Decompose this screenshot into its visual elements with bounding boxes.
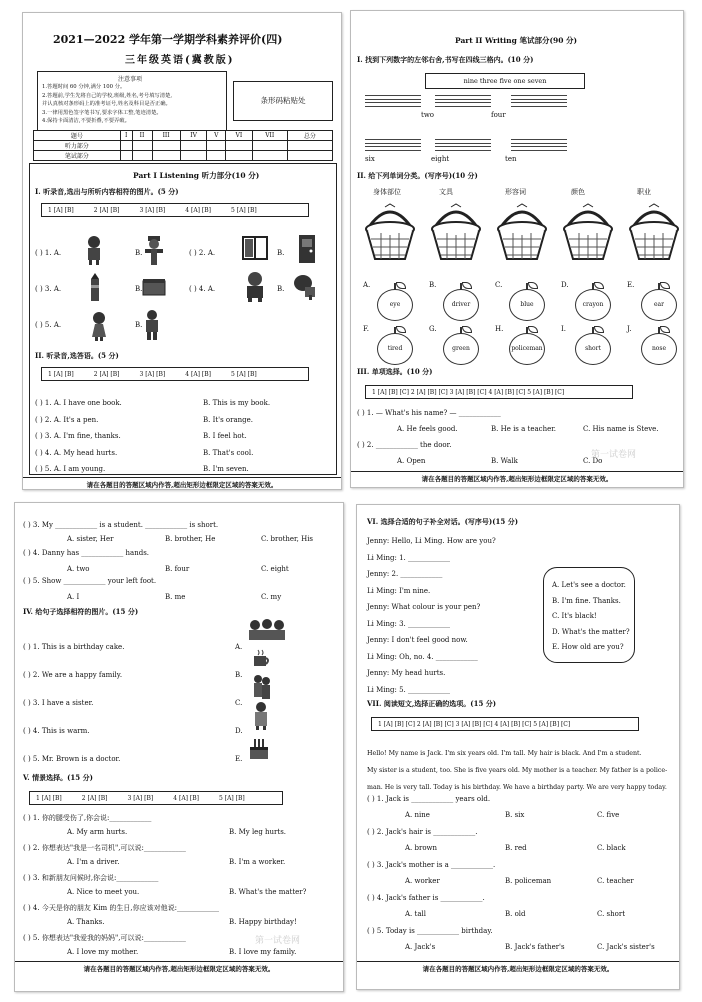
category-label: 形容词 xyxy=(505,188,526,196)
q7-option: A. brown xyxy=(405,844,438,852)
q3-option: B. brother, He xyxy=(165,535,216,543)
score-header-cell: 总分 xyxy=(287,131,332,141)
q7-option: A. Jack's xyxy=(405,943,436,951)
q7-option: B. Jack's father's xyxy=(505,943,565,951)
q2-option: ( ) 5. A. I am young. xyxy=(35,465,106,473)
q7-option: A. tall xyxy=(405,910,426,918)
category-label: 颜色 xyxy=(571,188,585,196)
crayon-icon xyxy=(89,273,101,303)
answer-bubble[interactable]: 1 [A] [B] xyxy=(48,207,74,214)
q2-option: B. It's orange. xyxy=(203,415,254,424)
apple-word-card: ear xyxy=(641,289,677,321)
answer-bubble[interactable]: 1 [A] [B] xyxy=(36,795,62,802)
passage-line: man. He is very tall. Today is his birthday. We have a birthday party. We are very happy today. xyxy=(367,784,667,791)
page-footer: 请在各题目的答题区域内作答,超出矩形边框限定区域的答案无效。 xyxy=(357,961,679,973)
word-four: four xyxy=(491,111,506,119)
apple-word-card: driver xyxy=(443,289,479,321)
question-6-title: VI. 选择合适的句子补全对话。(写序号)(15 分) xyxy=(367,517,519,526)
q7-item: ( ) 1. Jack is ____________ years old. xyxy=(367,795,491,803)
notice-box xyxy=(37,71,227,131)
dialog-line: Li Ming: Oh, no. 4. ____________ xyxy=(367,652,478,661)
word-letter: I. xyxy=(561,325,566,333)
q4-item: ( ) 4. This is warm. xyxy=(23,727,90,735)
word-letter: H. xyxy=(495,325,504,333)
q1-item-3-b: B. xyxy=(135,285,143,293)
basket-icon xyxy=(561,201,615,263)
answer-bubble[interactable]: 2 [A] [B] xyxy=(81,795,108,802)
writing-line xyxy=(511,143,567,144)
category-label: 身体部位 xyxy=(373,188,401,196)
q5-option-b: B. Happy birthday! xyxy=(229,918,297,926)
exam-subtitle: 三年级英语(冀教版) xyxy=(125,55,235,66)
answer-bubble[interactable]: 1 [A] [B] xyxy=(48,371,74,378)
q4-letter: C. xyxy=(235,699,243,707)
notice-line: 并认真核对条形码上的准考证号,姓名及科目是否正确。 xyxy=(42,101,171,107)
watermark: 第一试卷网 xyxy=(255,936,301,946)
q2-option: ( ) 2. A. It's a pen. xyxy=(35,415,99,424)
q5-option-a: A. Nice to meet you. xyxy=(67,888,140,896)
q7-option: C. teacher xyxy=(597,877,634,885)
q7-option: B. policeman xyxy=(505,877,552,885)
birthday-cake-icon xyxy=(247,735,271,761)
question-5-title: V. 情景选择。(15 分) xyxy=(23,773,93,782)
word-letter: D. xyxy=(561,281,569,289)
apple-word-card: green xyxy=(443,333,479,365)
q3-option: C. eight xyxy=(261,565,289,573)
apple-word-card: short xyxy=(575,333,611,365)
score-row-label: 笔试部分 xyxy=(34,151,121,161)
notice-title: 注意事项 xyxy=(118,76,143,83)
writing-line xyxy=(435,102,491,103)
q2-options-b xyxy=(203,395,270,478)
q7-option: B. old xyxy=(505,910,526,918)
dialog-line: Jenny: What colour is your pen? xyxy=(367,603,481,611)
dialog-option: E. How old are you? xyxy=(552,643,624,651)
dialog-option: A. Let's see a doctor. xyxy=(552,581,626,589)
q4-item: ( ) 1. This is a birthday cake. xyxy=(23,643,125,651)
animal-figure-icon xyxy=(291,273,319,301)
basket-icon xyxy=(363,201,417,263)
q7-item: ( ) 3. Jack's mother is a ____________. xyxy=(367,861,496,869)
word-letter: J. xyxy=(627,325,632,333)
q3-option: A. He feels good. xyxy=(397,425,458,433)
word-letter: B. xyxy=(429,281,437,289)
q7-option: C. five xyxy=(597,811,620,819)
score-header-cell: III xyxy=(152,131,180,141)
question-4-title: IV. 给句子选择相符的图片。(15 分) xyxy=(23,607,139,616)
sisters-figure-icon xyxy=(251,673,273,703)
writing-line xyxy=(435,139,491,140)
notice-lines xyxy=(42,83,172,126)
q5-option-a: A. I'm a driver. xyxy=(67,858,120,866)
score-header-cell: V xyxy=(207,131,226,141)
writing-line xyxy=(435,150,491,151)
answer-bubble[interactable]: 4 [A] [B] xyxy=(173,795,199,802)
part2-title: Part II Writing 笔试部分(90 分) xyxy=(455,36,578,45)
q5-answer-row xyxy=(29,791,283,805)
dialog-line: Jenny: Hello, Li Ming. How are you? xyxy=(367,537,496,545)
q3-item-5: ( ) 5. Show ____________ your left foot. xyxy=(23,577,157,585)
apple-word-card: blue xyxy=(509,289,545,321)
apple-word-card: eye xyxy=(377,289,413,321)
q1-item-3: ( ) 3. A. xyxy=(35,285,62,293)
q7-item: ( ) 2. Jack's hair is ____________. xyxy=(367,828,478,836)
question-2-title: II. 听录音,选答语。(5 分) xyxy=(35,351,119,360)
word-letter: E. xyxy=(627,281,635,289)
word-six: six xyxy=(365,155,375,163)
writing-line xyxy=(511,99,567,100)
word-ten: ten xyxy=(505,155,517,163)
q5-item: ( ) 5. 你想表达"我爱我的妈妈",可以说:____________ xyxy=(23,934,186,942)
score-header-cell: II xyxy=(132,131,152,141)
dialog-option: D. What's the matter? xyxy=(552,627,630,636)
boy-figure-icon xyxy=(83,235,105,265)
question-7-title: VII. 阅读短文,选择正确的选项。(15 分) xyxy=(367,699,497,708)
page-footer: 请在各题目的答题区域内作答,超出矩形边框限定区域的答案无效。 xyxy=(23,477,341,489)
q1-item-4-b: B. xyxy=(277,285,285,293)
q5-option-a: A. Thanks. xyxy=(67,918,105,926)
answer-bubble[interactable]: 2 [A] [B] xyxy=(93,207,120,214)
word-letter: F. xyxy=(363,325,369,333)
dialog-option: C. It's black! xyxy=(552,612,597,620)
score-header-cell: 题号 xyxy=(34,131,121,141)
exam-title: 2021—2022 学年第一学期学科素养评价(四) xyxy=(53,33,283,46)
passage-line: Hello! My name is Jack. I'm six years old. I'm tall. My hair is black. And I'm a student. xyxy=(367,750,642,757)
writing-line xyxy=(365,106,421,107)
score-header-cell: VI xyxy=(226,131,253,141)
q1-item-2-b: B. xyxy=(277,249,285,257)
writing-line xyxy=(435,146,491,147)
q3-option: C. my xyxy=(261,593,282,601)
basket-icon xyxy=(495,201,549,263)
q3-item-4: ( ) 4. Danny has ____________ hands. xyxy=(23,549,150,557)
writing-line xyxy=(435,106,491,107)
apple-word-card: crayon xyxy=(575,289,611,321)
q7-option: B. red xyxy=(505,844,527,852)
q5-option-b: B. I love my family. xyxy=(229,948,297,956)
q7-answer-row[interactable]: 1 [A] [B] [C] 2 [A] [B] [C] 3 [A] [B] [C] 4 [A] [B] [C] 5 [A] [B] [C] xyxy=(371,717,639,731)
answer-bubble[interactable]: 3 [A] [B] xyxy=(139,371,166,378)
part1-title: Part I Listening 听力部分(10 分) xyxy=(133,171,260,180)
question-3-title: III. 单项选择。(10 分) xyxy=(357,367,433,376)
notice-line: 3.一律用黑色签字笔书写,要求字体工整,笔迹清楚。 xyxy=(42,109,162,116)
dialog-line: Jenny: 2. ____________ xyxy=(367,570,443,578)
window-icon xyxy=(241,235,269,261)
writing-line xyxy=(511,139,567,140)
word-letter: C. xyxy=(495,281,503,289)
q7-option: C. Jack's sister's xyxy=(597,943,655,951)
writing-line xyxy=(435,95,491,96)
writing-line xyxy=(511,102,567,103)
writing-line xyxy=(511,150,567,151)
writing-line xyxy=(435,99,491,100)
answer-bubble[interactable]: 4 [A] [B] xyxy=(185,207,211,214)
q3-option: B. four xyxy=(165,565,190,573)
dialog-options xyxy=(552,578,630,656)
question-1-title: I. 听录音,选出与所听内容相符的图片。(5 分) xyxy=(35,187,179,196)
q7-option: A. worker xyxy=(405,877,440,885)
answer-bubble[interactable]: 3 [A] [B] xyxy=(139,207,166,214)
answer-bubble[interactable]: 5 [A] [B] xyxy=(231,371,257,378)
q3-option: A. I xyxy=(67,593,80,601)
q2-option: B. That's cool. xyxy=(203,448,254,457)
q1-item-4: ( ) 4. A. xyxy=(189,285,216,293)
q2-option: B. I feel hot. xyxy=(203,432,247,440)
dialog-line: Li Ming: 1. ____________ xyxy=(367,553,450,562)
q3-item-2: ( ) 2. ____________ the door. xyxy=(357,441,452,449)
q7-option: C. black xyxy=(597,844,626,852)
q1-item-5: ( ) 5. A. xyxy=(35,321,62,329)
answer-sheet-page-2 xyxy=(350,10,684,488)
kid-figure-icon xyxy=(141,309,163,341)
door-icon xyxy=(297,233,317,265)
answer-bubble[interactable]: 4 [A] [B] xyxy=(185,371,211,378)
q5-option-b: B. What's the matter? xyxy=(229,888,307,896)
word-letter: G. xyxy=(429,325,437,333)
q3-option: B. me xyxy=(165,593,186,601)
reading-passage xyxy=(367,745,667,796)
number-box: nine three five one seven xyxy=(425,73,585,89)
q3-option: B. Walk xyxy=(491,457,518,465)
page-footer: 请在各题目的答题区域内作答,超出矩形边框限定区域的答案无效。 xyxy=(351,471,683,483)
q4-items xyxy=(23,633,124,773)
apple-word-card: nose xyxy=(641,333,677,365)
word-two: two xyxy=(421,111,435,119)
q3-option: C. Do xyxy=(583,457,603,465)
answer-sheet-page-4 xyxy=(356,504,680,990)
dialog-line: Jenny: My head hurts. xyxy=(367,669,446,677)
writing-line xyxy=(511,95,567,96)
q3-option: C. brother, His xyxy=(261,535,314,543)
doctor-figure-icon xyxy=(251,701,271,731)
q3-answer-row[interactable]: 1 [A] [B] [C] 2 [A] [B] [C] 3 [A] [B] [C] 4 [A] [B] [C] 5 [A] [B] [C] xyxy=(365,385,633,399)
dialog-line: Jenny: I don't feel good now. xyxy=(367,636,468,644)
q5-item: ( ) 2. 你想表达"我是一名司机",可以说:____________ xyxy=(23,844,186,852)
q5-option-b: B. I'm a worker. xyxy=(229,858,286,866)
q2-option: ( ) 4. A. My head hurts. xyxy=(35,448,118,457)
category-label: 文具 xyxy=(439,188,453,196)
basket-icon xyxy=(627,201,681,263)
q5-item: ( ) 3. 和新朋友问候时,你会说:____________ xyxy=(23,874,159,882)
passage-line: My sister is a student, too. She is five years old. My mother is a teacher. My father is a police- xyxy=(367,767,668,774)
dialog-line: Li Ming: 3. ____________ xyxy=(367,619,450,628)
answer-sheet-page-3 xyxy=(14,502,344,992)
q5-item: ( ) 1. 你的腿受伤了,你会说:____________ xyxy=(23,814,152,822)
answer-bubble[interactable]: 5 [A] [B] xyxy=(231,207,257,214)
dialog-line: Li Ming: 5. ____________ xyxy=(367,685,450,694)
notice-line: 1.答题时间 60 分钟,满分 100 分。 xyxy=(42,84,126,90)
notice-line: 4.保持卡面清洁,不要折叠,不要弄破。 xyxy=(42,118,130,124)
q3-item-1: ( ) 1. — What's his name? — ____________ xyxy=(357,409,501,417)
q3-option: A. sister, Her xyxy=(67,535,114,543)
hot-drink-cup-icon xyxy=(251,649,271,669)
q7-option: B. six xyxy=(505,811,525,819)
score-table xyxy=(33,130,333,161)
q4-item: ( ) 3. I have a sister. xyxy=(23,699,94,707)
q2-option: B. I'm seven. xyxy=(203,465,249,473)
writing-line xyxy=(511,146,567,147)
q7-option: C. short xyxy=(597,910,626,918)
watermark: 第一试卷网 xyxy=(591,450,637,460)
answer-sheet-page-1 xyxy=(22,12,342,490)
q2-option: ( ) 1. A. I have one book. xyxy=(35,399,122,407)
q5-option-a: A. I love my mother. xyxy=(67,948,139,956)
q1-item-5-b: B. xyxy=(135,321,143,329)
score-row-label: 听力部分 xyxy=(34,141,121,151)
q4-letter: E. xyxy=(235,755,243,763)
q1-item-1: ( ) 1. A. xyxy=(35,249,62,257)
word-letter: A. xyxy=(363,281,371,289)
dialog xyxy=(367,533,496,698)
score-header-cell: VII xyxy=(252,131,287,141)
q7-option: A. nine xyxy=(405,811,430,819)
q7-item: ( ) 5. Today is ____________ birthday. xyxy=(367,927,493,935)
dialog-line: Li Ming: I'm nine. xyxy=(367,586,431,595)
q5-item: ( ) 4. 今天是你的朋友 Kim 的生日,你应该对他说:____________ xyxy=(23,904,219,912)
writing-line xyxy=(365,102,421,103)
q4-item: ( ) 2. We are a happy family. xyxy=(23,671,123,679)
notice-line: 2.答题前,学生先将自己的学校,班级,姓名,考号填写清楚, xyxy=(42,92,173,99)
page-footer: 请在各题目的答题区域内作答,超出矩形边框限定区域的答案无效。 xyxy=(15,961,343,973)
q4-letter: B. xyxy=(235,671,243,679)
q1-answer-row xyxy=(41,203,309,217)
basket-icon xyxy=(429,201,483,263)
creature-figure-icon xyxy=(243,271,267,303)
dialog-option: B. I'm fine. Thanks. xyxy=(552,596,621,605)
writing-line xyxy=(365,139,421,140)
q1-item-1-b: B. xyxy=(135,249,143,257)
writing-line xyxy=(511,106,567,107)
question-2-title: II. 给下列单词分类。(写序号)(10 分) xyxy=(357,171,478,180)
word-eight: eight xyxy=(431,155,450,163)
score-header-cell: I xyxy=(120,131,132,141)
writing-line xyxy=(365,95,421,96)
q2-options-a xyxy=(35,395,122,478)
q2-option: B. This is my book. xyxy=(203,399,271,407)
writing-line xyxy=(435,143,491,144)
writing-line xyxy=(365,99,421,100)
q3-item-3: ( ) 3. My ____________ is a student. ____________ is short. xyxy=(23,521,219,529)
q2-option: ( ) 3. A. I'm fine, thanks. xyxy=(35,432,121,440)
q3-option: A. two xyxy=(67,565,90,573)
q4-letter: D. xyxy=(235,727,243,735)
answer-bubble[interactable]: 2 [A] [B] xyxy=(93,371,120,378)
q4-item: ( ) 5. Mr. Brown is a doctor. xyxy=(23,755,121,763)
family-group-icon xyxy=(247,619,287,641)
q4-letter: A. xyxy=(235,643,243,651)
writing-line xyxy=(365,146,421,147)
answer-bubble[interactable]: 5 [A] [B] xyxy=(219,795,245,802)
apple-word-card: tired xyxy=(377,333,413,365)
q1-item-2: ( ) 2. A. xyxy=(189,249,216,257)
barcode-area: 条形码粘贴处 xyxy=(233,81,333,121)
pencil-box-icon xyxy=(141,277,167,297)
q5-option-b: B. My leg hurts. xyxy=(229,828,287,836)
dialog-options-box xyxy=(543,567,635,663)
q2-answer-row xyxy=(41,367,309,381)
girl-figure-icon xyxy=(89,311,109,341)
apple-word-card: policeman xyxy=(509,333,545,365)
q3-option: A. Open xyxy=(397,457,426,465)
category-label: 职业 xyxy=(637,188,651,196)
answer-bubble[interactable]: 3 [A] [B] xyxy=(127,795,154,802)
q3-option: C. His name is Steve. xyxy=(583,425,659,433)
q3-option: B. He is a teacher. xyxy=(491,425,557,433)
writing-line xyxy=(365,150,421,151)
q7-item: ( ) 4. Jack's father is ____________. xyxy=(367,894,485,902)
scarecrow-figure-icon xyxy=(143,235,165,265)
writing-line xyxy=(365,143,421,144)
q5-option-a: A. My arm hurts. xyxy=(67,828,128,836)
q4-letters xyxy=(235,633,243,773)
question-1-title: I. 找到下列数字的左邻右舍,书写在四线三格内。(10 分) xyxy=(357,55,534,64)
score-header-cell: IV xyxy=(180,131,207,141)
